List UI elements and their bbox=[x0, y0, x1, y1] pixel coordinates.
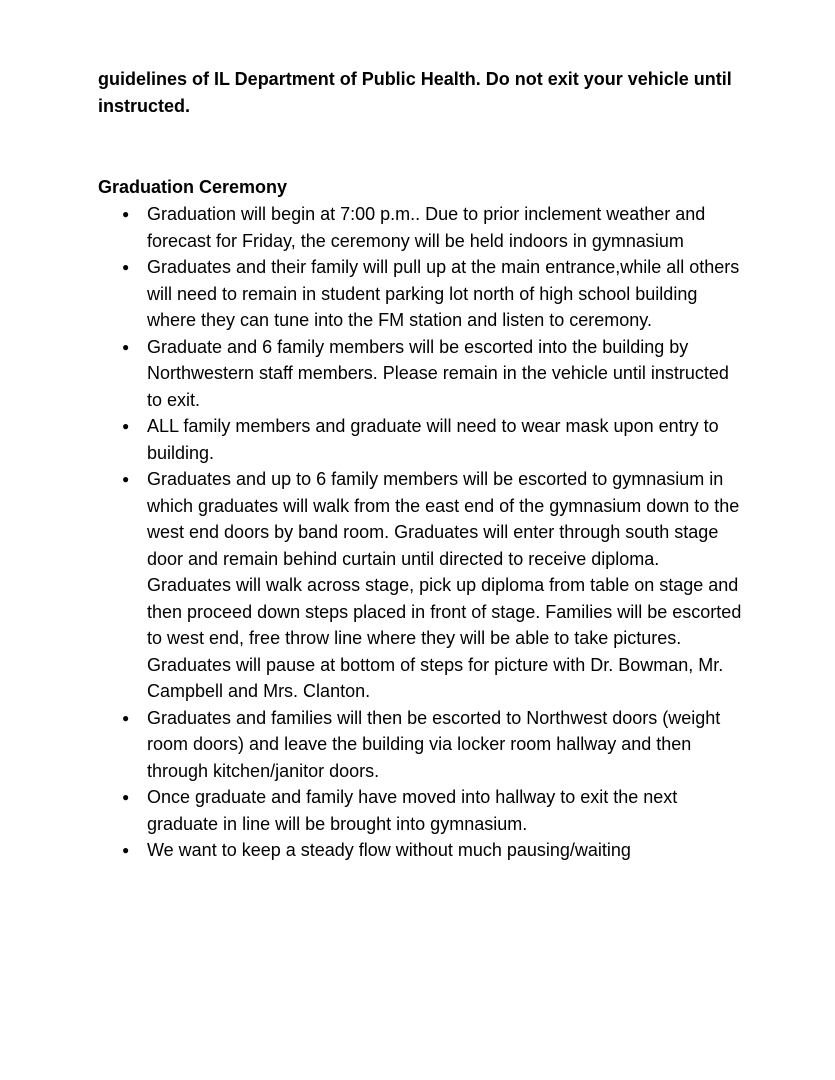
list-item-text: ALL family members and graduate will need to wear mask upon entry to building. bbox=[147, 416, 719, 463]
list-item bbox=[98, 334, 748, 414]
bullet-icon: ● bbox=[122, 419, 130, 433]
list-item-text: We want to keep a steady flow without much pausing/waiting bbox=[147, 840, 631, 860]
list-item-text: Graduation will begin at 7:00 p.m.. Due to prior inclement weather and forecast for Friday, the ceremony will be held indoors in gymnasium bbox=[147, 204, 706, 251]
section-heading: Graduation Ceremony bbox=[98, 177, 288, 197]
list-item-text: Graduates and up to 6 family members will be escorted to gymnasium in which graduates will walk from the east end of the gymnasium down to the west end doors by band room. Graduates will enter through south stage door and remain behind curtain until directed to receive diploma. Graduates will walk across stage, pick up diploma from table on stage and then proceed down steps placed in front of stage. Families will be escorted to west end, free throw line where they will be able to take pictures. Graduates will pause at bottom of steps for picture with Dr. Bowman, Mr. Campbell and Mrs. Clanton. bbox=[147, 469, 742, 701]
bullet-icon: ● bbox=[122, 472, 130, 486]
list-item-text: Once graduate and family have moved into hallway to exit the next graduate in line will be brought into gymnasium. bbox=[147, 787, 678, 834]
list-item-text: Graduate and 6 family members will be escorted into the building by Northwestern staff members. Please remain in the vehicle until instructed to exit. bbox=[147, 336, 729, 410]
list-item bbox=[98, 837, 748, 864]
list-item-text: Graduates and families will then be escorted to Northwest doors (weight room doors) and leave the building via locker room hallway and then through kitchen/janitor doors. bbox=[147, 707, 721, 781]
intro-paragraph: guidelines of IL Department of Public Health. Do not exit your vehicle until instructed. bbox=[98, 69, 732, 116]
bullet-icon: ● bbox=[122, 790, 130, 804]
list-item bbox=[98, 705, 748, 785]
ceremony-bullet-list bbox=[98, 201, 748, 864]
bullet-icon: ● bbox=[122, 339, 130, 354]
bullet-icon: ● bbox=[122, 843, 130, 857]
list-item bbox=[98, 254, 748, 334]
document-page bbox=[98, 66, 748, 864]
list-item bbox=[98, 784, 748, 837]
bullet-icon: ● bbox=[122, 207, 130, 221]
list-item-text: Graduates and their family will pull up at the main entrance,while all others will need to remain in student parking lot north of high school building where they can tune into the FM station and listen to ceremony. bbox=[147, 257, 740, 330]
list-item bbox=[98, 466, 748, 705]
bullet-icon: ● bbox=[122, 260, 130, 274]
bullet-icon: ● bbox=[122, 710, 130, 725]
list-item bbox=[98, 413, 748, 466]
list-item bbox=[98, 201, 748, 254]
